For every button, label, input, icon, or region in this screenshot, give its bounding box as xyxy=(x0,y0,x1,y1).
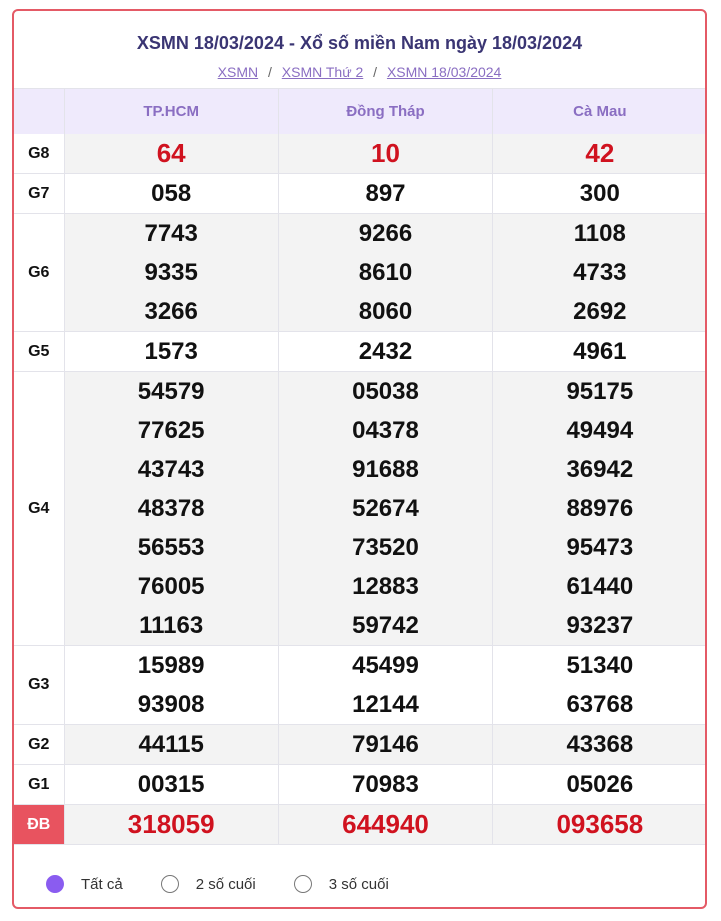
prize-cell xyxy=(64,411,278,450)
breadcrumb-link-date[interactable]: XSMN 18/03/2024 xyxy=(386,64,502,80)
table-row xyxy=(14,134,707,174)
prize-number: 44115 xyxy=(138,731,204,758)
filter-option-label: 3 số cuối xyxy=(328,875,389,893)
table-header-row xyxy=(14,89,707,135)
prize-number: 48378 xyxy=(137,495,205,522)
prize-cell xyxy=(493,450,707,489)
prize-cell xyxy=(278,134,492,174)
prize-number: 54579 xyxy=(137,378,205,405)
prize-cell xyxy=(493,725,707,765)
prize-number: 05038 xyxy=(352,378,419,405)
prize-label: ĐB xyxy=(14,805,64,845)
prize-cell xyxy=(493,253,707,292)
prize-number: 93237 xyxy=(566,612,634,639)
prize-number: 49494 xyxy=(566,417,634,444)
prize-cell xyxy=(493,214,707,254)
breadcrumb-link-weekday[interactable]: XSMN Thứ 2 xyxy=(281,64,364,80)
prize-cell xyxy=(278,646,492,686)
prize-cell xyxy=(64,567,278,606)
prize-cell xyxy=(278,450,492,489)
prize-number: 05026 xyxy=(566,771,634,798)
table-row xyxy=(14,765,707,805)
prize-cell xyxy=(278,372,492,412)
table-row xyxy=(14,725,707,765)
prize-cell xyxy=(278,765,492,805)
prize-number: 4961 xyxy=(573,338,627,365)
prize-cell xyxy=(278,805,492,845)
prize-number: 91688 xyxy=(352,456,419,483)
filter-option-last-2[interactable] xyxy=(161,875,256,893)
prize-number: 52674 xyxy=(352,495,419,522)
prize-number: 644940 xyxy=(342,809,429,839)
prize-cell xyxy=(493,646,707,686)
prize-cell xyxy=(64,253,278,292)
prize-cell xyxy=(64,685,278,725)
prize-cell xyxy=(493,134,707,174)
table-row xyxy=(14,332,707,372)
prize-label: G5 xyxy=(14,332,64,372)
page-title: XSMN 18/03/2024 - Xổ số miền Nam ngày 18/03/2024 xyxy=(136,33,583,53)
prize-cell xyxy=(64,489,278,528)
prize-number: 36942 xyxy=(566,456,634,483)
prize-cell xyxy=(493,567,707,606)
prize-number: 59742 xyxy=(352,612,419,639)
prize-number: 61440 xyxy=(566,573,634,600)
prize-cell xyxy=(64,134,278,174)
prize-label: G4 xyxy=(14,372,64,646)
prize-number: 12144 xyxy=(352,691,419,718)
table-row xyxy=(14,292,707,332)
prize-number: 43368 xyxy=(566,731,634,758)
prize-cell xyxy=(278,489,492,528)
table-header-corner xyxy=(14,89,64,135)
prize-cell xyxy=(493,765,707,805)
prize-label: G3 xyxy=(14,646,64,725)
prize-number: 79146 xyxy=(352,731,419,758)
prize-number: 00315 xyxy=(137,771,205,798)
prize-number: 42 xyxy=(585,138,615,168)
prize-cell xyxy=(278,174,492,214)
radio-icon[interactable] xyxy=(294,875,312,893)
table-row xyxy=(14,606,707,646)
prize-number: 300 xyxy=(579,180,620,207)
prize-cell xyxy=(493,411,707,450)
prize-cell xyxy=(64,450,278,489)
prize-cell xyxy=(278,214,492,254)
table-row xyxy=(14,253,707,292)
table-row xyxy=(14,411,707,450)
prize-cell xyxy=(64,332,278,372)
prize-cell xyxy=(493,174,707,214)
prize-number: 63768 xyxy=(566,691,634,718)
prize-number: 95175 xyxy=(566,378,634,405)
table-row xyxy=(14,646,707,686)
filter-option-label: Tất cả xyxy=(81,875,123,893)
prize-cell xyxy=(278,725,492,765)
breadcrumb xyxy=(14,61,705,83)
prize-cell xyxy=(493,606,707,646)
prize-number: 70983 xyxy=(352,771,419,798)
prize-number: 8610 xyxy=(358,259,413,286)
prize-number: 093658 xyxy=(556,809,644,839)
digit-filter xyxy=(14,859,705,909)
table-row xyxy=(14,372,707,412)
prize-cell xyxy=(278,253,492,292)
table-row xyxy=(14,685,707,725)
prize-number: 2692 xyxy=(573,298,627,325)
prize-number: 897 xyxy=(365,180,406,207)
prize-label: G8 xyxy=(14,134,64,174)
prize-number: 88976 xyxy=(566,495,634,522)
prize-number: 1573 xyxy=(144,338,198,365)
prize-number: 77625 xyxy=(137,417,205,444)
prize-cell xyxy=(64,646,278,686)
column-header-dong-thap: Đồng Tháp xyxy=(278,89,492,135)
prize-number: 51340 xyxy=(566,652,634,679)
filter-option-label: 2 số cuối xyxy=(195,875,256,893)
prize-number: 04378 xyxy=(352,417,419,444)
prize-number: 93908 xyxy=(137,691,205,718)
prize-number: 11163 xyxy=(139,612,204,639)
filter-option-all[interactable] xyxy=(46,875,123,893)
prize-number: 7743 xyxy=(144,220,198,247)
prize-cell xyxy=(278,567,492,606)
prize-number: 2432 xyxy=(358,338,413,365)
table-row xyxy=(14,214,707,254)
prize-number: 64 xyxy=(156,138,186,168)
prize-number: 45499 xyxy=(352,652,419,679)
breadcrumb-separator: / xyxy=(268,64,272,80)
prize-number: 058 xyxy=(151,180,192,207)
prize-number: 43743 xyxy=(137,456,205,483)
breadcrumb-link-xsmn[interactable]: XSMN xyxy=(217,64,259,80)
prize-cell xyxy=(493,489,707,528)
filter-option-last-3[interactable] xyxy=(294,875,389,893)
prize-number: 76005 xyxy=(137,573,205,600)
results-body xyxy=(14,134,707,845)
prize-cell xyxy=(493,805,707,845)
prize-number: 9266 xyxy=(358,220,413,247)
prize-number: 10 xyxy=(371,138,400,168)
prize-label: G7 xyxy=(14,174,64,214)
prize-cell xyxy=(493,528,707,567)
prize-label: G2 xyxy=(14,725,64,765)
prize-number: 1108 xyxy=(573,220,626,247)
prize-cell xyxy=(64,528,278,567)
prize-cell xyxy=(278,606,492,646)
table-row xyxy=(14,528,707,567)
prize-cell xyxy=(278,685,492,725)
prize-cell xyxy=(493,372,707,412)
table-row xyxy=(14,489,707,528)
prize-cell xyxy=(278,292,492,332)
column-header-tphcm: TP.HCM xyxy=(64,89,278,135)
prize-cell xyxy=(493,332,707,372)
prize-number: 3266 xyxy=(144,298,198,325)
prize-number: 95473 xyxy=(566,534,634,561)
prize-number: 4733 xyxy=(573,259,627,286)
prize-number: 8060 xyxy=(358,298,413,325)
prize-cell xyxy=(493,292,707,332)
results-card xyxy=(12,9,707,909)
table-row xyxy=(14,805,707,845)
prize-cell xyxy=(64,174,278,214)
prize-cell xyxy=(64,214,278,254)
prize-cell xyxy=(64,725,278,765)
prize-cell xyxy=(278,332,492,372)
prize-number: 73520 xyxy=(352,534,419,561)
prize-label: G1 xyxy=(14,765,64,805)
prize-cell xyxy=(64,292,278,332)
radio-icon[interactable] xyxy=(161,875,179,893)
prize-number: 9335 xyxy=(144,259,198,286)
prize-cell xyxy=(64,805,278,845)
radio-icon[interactable] xyxy=(46,875,64,893)
prize-cell xyxy=(64,372,278,412)
results-table xyxy=(14,88,707,845)
prize-number: 12883 xyxy=(352,573,419,600)
table-row xyxy=(14,450,707,489)
prize-number: 15989 xyxy=(137,652,205,679)
table-row xyxy=(14,174,707,214)
prize-cell xyxy=(64,606,278,646)
prize-cell xyxy=(278,528,492,567)
prize-cell xyxy=(278,411,492,450)
breadcrumb-separator: / xyxy=(373,64,378,80)
table-row xyxy=(14,567,707,606)
prize-label: G6 xyxy=(14,214,64,332)
column-header-ca-mau: Cà Mau xyxy=(493,89,707,135)
prize-number: 56553 xyxy=(137,534,205,561)
prize-cell xyxy=(493,685,707,725)
prize-cell xyxy=(64,765,278,805)
prize-number: 318059 xyxy=(127,809,215,839)
